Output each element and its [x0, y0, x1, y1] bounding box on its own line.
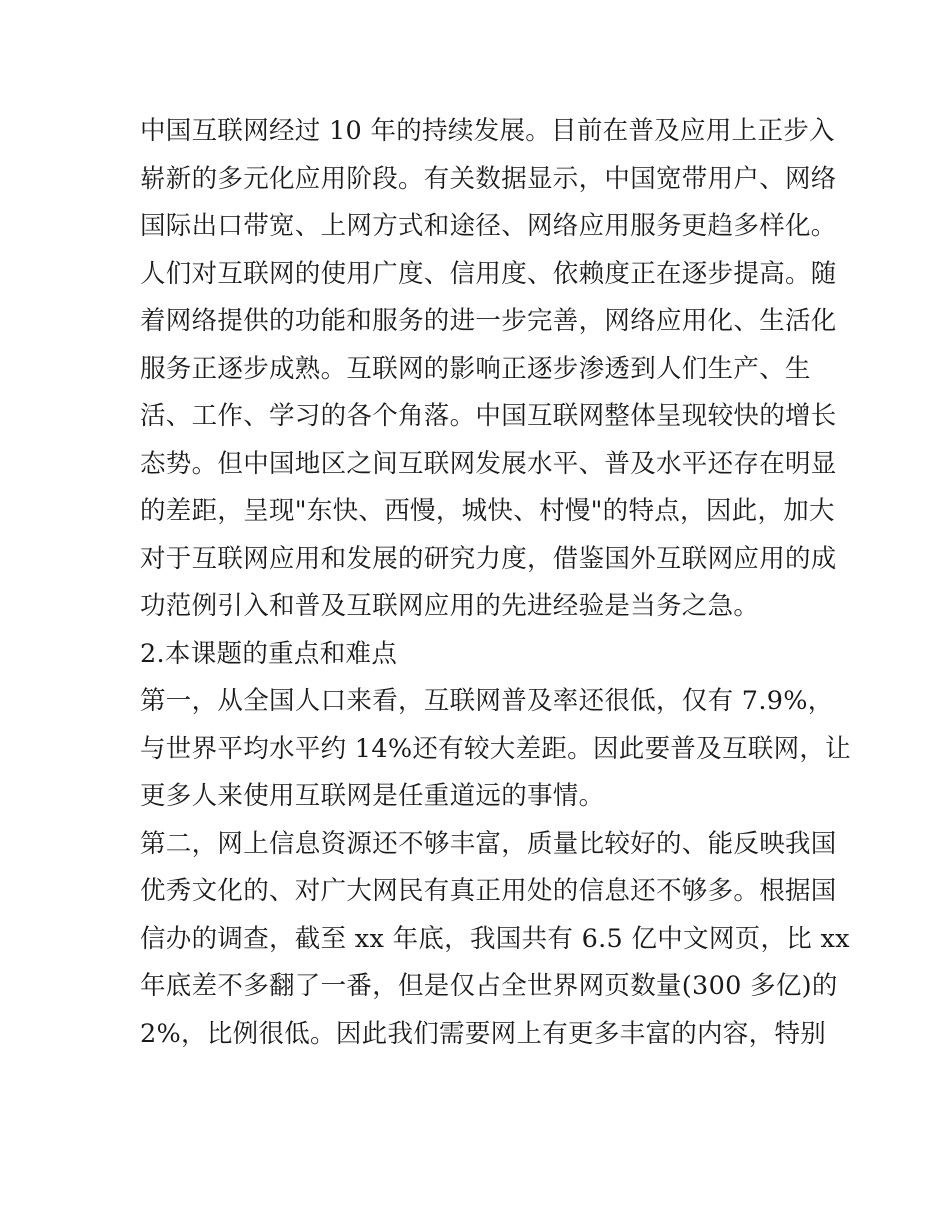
text-line: 人们对互联网的使用广度、信用度、依赖度正在逐步提高。随 [140, 258, 837, 289]
text-line: 服务正逐步成熟。互联网的影响正逐步渗透到人们生产、生 [140, 353, 811, 384]
text-line: 中国互联网经过 10 年的持续发展。目前在普及应用上正步入 [140, 116, 835, 146]
text-line: 对于互联网应用和发展的研究力度，借鉴国外互联网应用的成 [140, 543, 837, 574]
text-line: 更多人来使用互联网是任重道远的事情。 [140, 781, 605, 811]
section-heading: 2.本课题的重点和难点 [140, 638, 398, 669]
text-line: 的差距，呈现"东快、西慢，城快、村慢"的特点，因此，加大 [140, 496, 835, 526]
text-line: 2%，比例很低。因此我们需要网上有更多丰富的内容，特别 [140, 1018, 827, 1049]
text-line: 态势。但中国地区之间互联网发展水平、普及水平还存在明显 [140, 448, 837, 479]
text-line: 国际出口带宽、上网方式和途径、网络应用服务更趋多样化。 [140, 211, 837, 241]
text-line: 信办的调查，截至 xx 年底，我国共有 6.5 亿中文网页，比 xx [140, 923, 850, 954]
text-line: 活、工作、学习的各个角落。中国互联网整体呈现较快的增长 [140, 401, 837, 431]
text-line: 与世界平均水平约 14%还有较大差距。因此要普及互联网，让 [140, 733, 851, 764]
text-line: 崭新的多元化应用阶段。有关数据显示，中国宽带用户、网络 [140, 163, 837, 194]
text-line: 第一，从全国人口来看，互联网普及率还很低，仅有 7.9%， [140, 686, 834, 716]
text-line: 着网络提供的功能和服务的进一步完善，网络应用化、生活化 [140, 306, 837, 336]
document-body [140, 108, 851, 1058]
text-line: 第二，网上信息资源还不够丰富，质量比较好的、能反映我国 [140, 828, 837, 859]
text-line: 年底差不多翻了一番，但是仅占全世界网页数量(300 多亿)的 [140, 971, 838, 1001]
text-line: 功范例引入和普及互联网应用的先进经验是当务之急。 [140, 591, 760, 621]
text-line: 优秀文化的、对广大网民有真正用处的信息还不够多。根据国 [140, 876, 837, 906]
